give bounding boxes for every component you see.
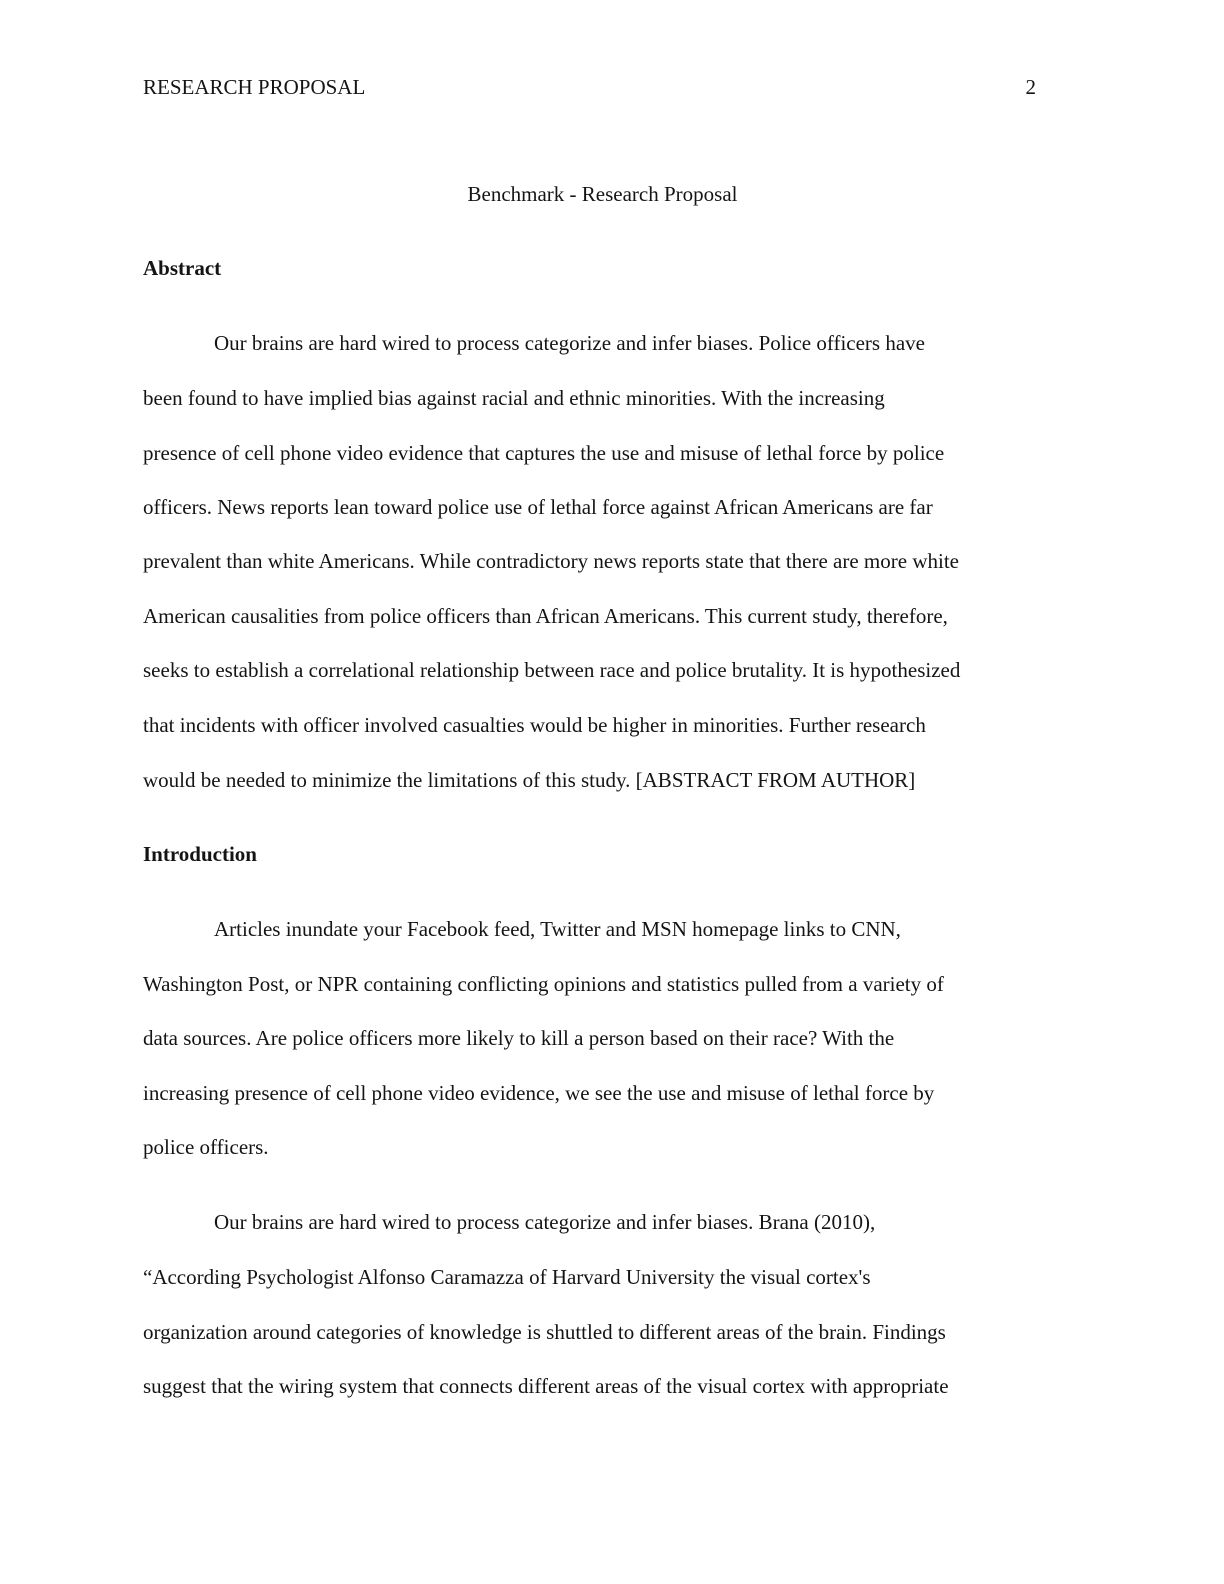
abstract-line: officers. News reports lean toward police use of lethal force against African Americans are far	[143, 495, 933, 519]
introduction-line: organization around categories of knowledge is shuttled to different areas of the brain. Findings	[143, 1320, 946, 1344]
page-number: 2	[1025, 75, 1036, 99]
abstract-line: seeks to establish a correlational relationship between race and police brutality. It is hypothesized	[143, 658, 961, 682]
abstract-line: that incidents with officer involved casualties would be higher in minorities. Further research	[143, 713, 926, 737]
introduction-heading: Introduction	[143, 842, 257, 866]
abstract-line: Our brains are hard wired to process categorize and infer biases. Police officers have	[214, 331, 925, 355]
running-head-title: RESEARCH PROPOSAL	[143, 75, 366, 99]
introduction-line: Articles inundate your Facebook feed, Twitter and MSN homepage links to CNN,	[214, 917, 901, 941]
introduction-line: Washington Post, or NPR containing conflicting opinions and statistics pulled from a variety of	[143, 972, 944, 996]
introduction-line: “According Psychologist Alfonso Caramazza of Harvard University the visual cortex's	[143, 1265, 871, 1289]
running-head	[143, 72, 1036, 102]
introduction-line: suggest that the wiring system that connects different areas of the visual cortex with appropriate	[143, 1374, 949, 1398]
introduction-line: police officers.	[143, 1135, 269, 1159]
introduction-line: data sources. Are police officers more likely to kill a person based on their race? With the	[143, 1026, 895, 1050]
introduction-line: increasing presence of cell phone video evidence, we see the use and misuse of lethal force by	[143, 1081, 935, 1105]
introduction-line: Our brains are hard wired to process categorize and infer biases. Brana (2010),	[214, 1210, 876, 1234]
abstract-line: been found to have implied bias against racial and ethnic minorities. With the increasing	[143, 386, 885, 410]
abstract-line: American causalities from police officers than African Americans. This current study, therefore,	[143, 604, 948, 628]
abstract-line: prevalent than white Americans. While contradictory news reports state that there are more white	[143, 549, 959, 573]
abstract-heading: Abstract	[143, 256, 222, 280]
abstract-line: would be needed to minimize the limitations of this study. [ABSTRACT FROM AUTHOR]	[143, 768, 916, 792]
abstract-line: presence of cell phone video evidence that captures the use and misuse of lethal force by police	[143, 441, 945, 465]
paper-title: Benchmark - Research Proposal	[467, 182, 738, 206]
